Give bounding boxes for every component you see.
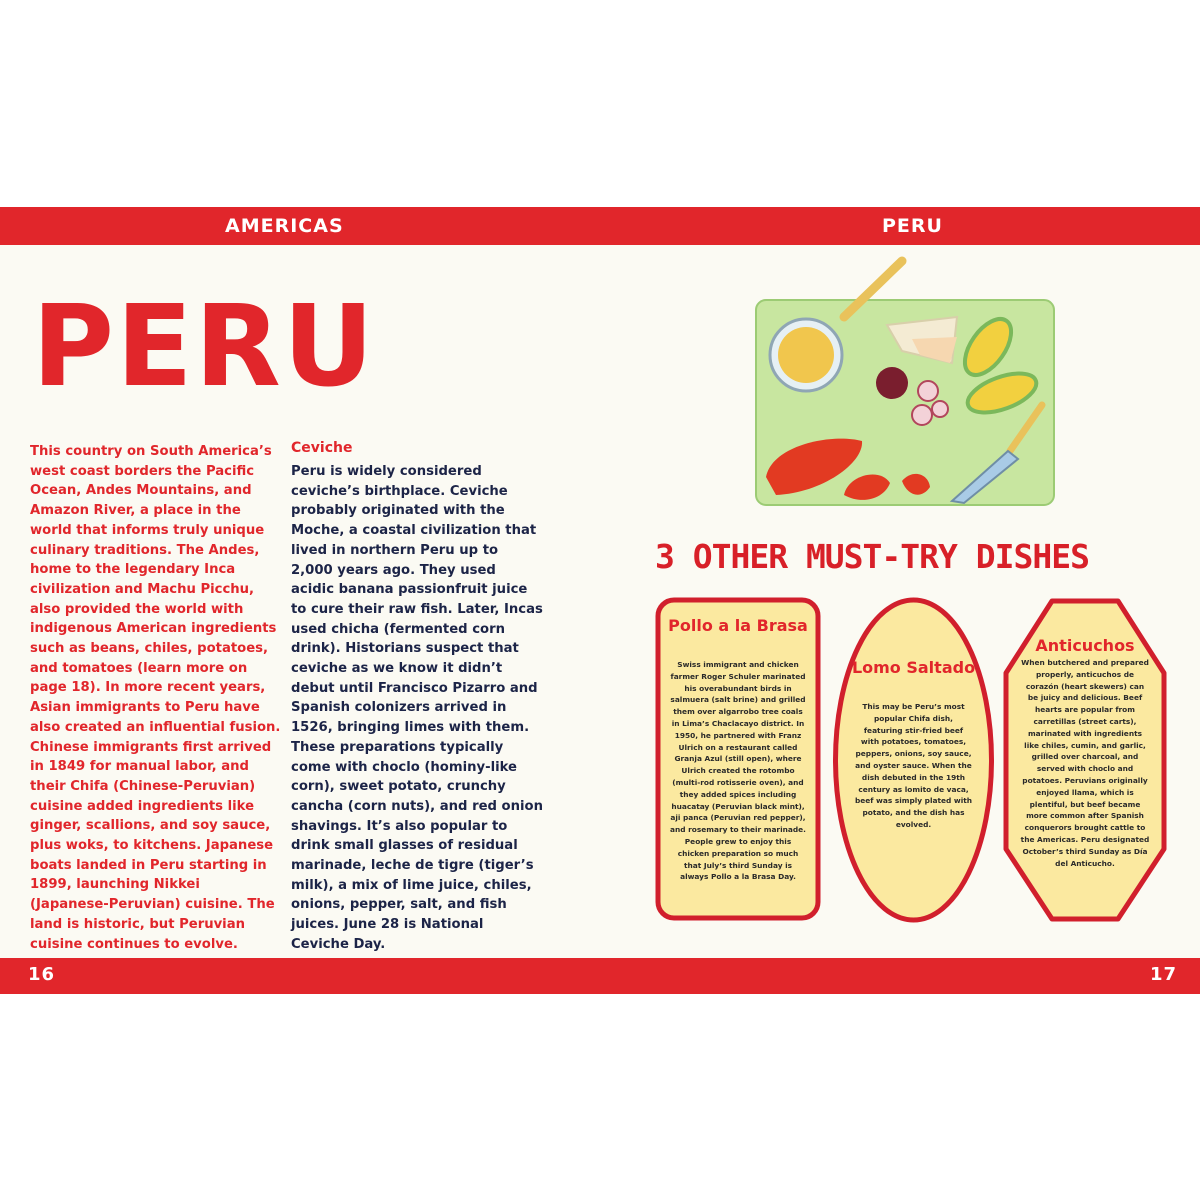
intro-paragraph: This country on South America’s west coast borders the Pacific Ocean, Andes Mountains, and Amazon River, a place in the world that informs truly unique culinary traditions. The Andes, home to the legendary Inca civilization and Machu Picchu, also provided the world with indigenous American ingredients such as beans, chiles, potatoes, and tomatoes (learn more on page 18). In more recent years, Asian immigrants to Peru have also created an influential fusion. Chinese immigrants first arrived in 1849 for manual labor, and their Chifa (Chinese-Peruvian) cuisine added ingredients like ginger, scallions, and soy sauce, plus woks, to kitchens. Japanese boats landed in Peru starting in 1899, launching Nikkei (Japanese-Peruvian) cuisine. The land is historic, but Peruvian cuisine continues to evolve. xyxy=(30,444,281,952)
section-label-peru: PERU xyxy=(882,215,943,237)
dish-name-anticuchos: Anticuchos xyxy=(1035,636,1135,655)
dish-card-lomo-saltado xyxy=(832,597,995,923)
page-title: PERU xyxy=(32,282,376,412)
header-band xyxy=(0,207,1200,245)
dish-name-pollo-a-la-brasa: Pollo a la Brasa xyxy=(668,616,808,635)
ceviche-heading: Ceviche xyxy=(291,440,353,456)
dish-card-pollo-a-la-brasa xyxy=(655,597,821,923)
onion-ring-1 xyxy=(918,381,938,401)
dish-text-pollo-a-la-brasa: Swiss immigrant and chicken farmer Roger Schuler marinated his overabundant birds in salmuera (salt brine) and grilled them over algarrobo tree coals in Lima’s Chaclacayo district. In 1950, he partnered with Franz Ulrich on a restaurant called Granja Azul (still open), where Ulrich created the rotombo (multi-rod rotisserie oven), and they added spices including huacatay (Peruvian black mint), aji panca (Peruvian red pepper), and rosemary to their marinade. People grew to enjoy this chicken preparation so much that July’s third Sunday is always Pollo a la Brasa Day. xyxy=(670,660,806,882)
must-try-heading: 3 OTHER MUST-TRY DISHES xyxy=(655,537,1089,576)
onion-ring-3 xyxy=(932,401,948,417)
dish-text-anticuchos: When butchered and prepared properly, anticuchos de corazón (heart skewers) can be juicy and delicious. Beef hearts are popular from carretillas (street carts), marinated with ingredients like chiles, cumin, and garlic, grilled over charcoal, and served with choclo and potatoes. Peruvians originally enjoyed llama, which is plentiful, but beef became more common after Spanish conquerors brought cattle to the Americas. Peru designated October’s third Sunday as Día del Anticucho. xyxy=(1020,658,1150,868)
corn-kernels xyxy=(778,327,834,383)
red-onion xyxy=(876,367,908,399)
footer-band xyxy=(0,958,1200,994)
page-number-left: 16 xyxy=(28,964,56,985)
ceviche-ingredients-illustration xyxy=(752,255,1062,515)
section-label-americas: AMERICAS xyxy=(225,215,344,237)
ceviche-paragraph: Peru is widely considered ceviche’s birthplace. Ceviche probably originated with the Moche, a coastal civilization that lived in northern Peru up to 2,000 years ago. They used acidic banana passionfruit juice to cure their raw fish. Later, Incas used chicha (fermented corn drink). Historians suspect that ceviche as we know it didn’t debut until Francisco Pizarro and Spanish colonizers arrived in 1526, bringing limes with them. These preparations typically come with choclo (hominy-like corn), sweet potato, crunchy cancha (corn nuts), and red onion shavings. It’s also popular to drink small glasses of residual marinade, leche de tigre (tiger’s milk), a mix of lime juice, chiles, onions, pepper, salt, and fish juices. June 28 is National Ceviche Day. xyxy=(291,464,543,952)
onion-ring-2 xyxy=(912,405,932,425)
dish-name-lomo-saltado: Lomo Saltado xyxy=(851,658,976,677)
dish-card-anticuchos xyxy=(1002,597,1168,923)
book-spread xyxy=(0,207,1200,994)
page-number-right: 17 xyxy=(1150,964,1178,985)
dish-text-lomo-saltado: This may be Peru’s most popular Chifa dish, featuring stir-fried beef with potatoes, tomatoes, peppers, onions, soy sauce, and oyster sauce. When the dish debuted in the 19th century as lomito de vaca, beef was simply plated with potato, and the dish has evolved. xyxy=(854,702,973,829)
